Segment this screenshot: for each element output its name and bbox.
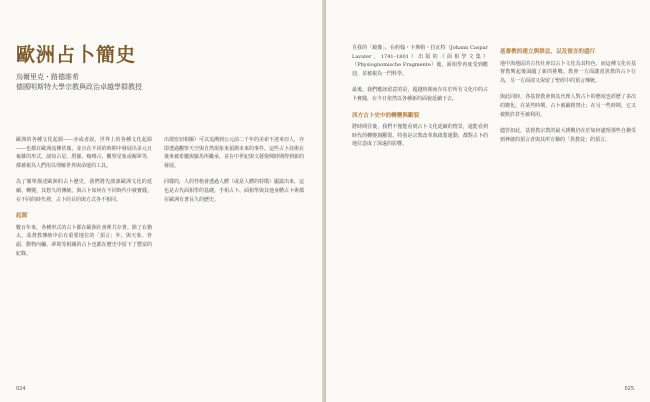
right-column-2 xyxy=(500,44,636,386)
paragraph: 出現密切相關）可以追溯到公元前二千年的美索不達米亞人，亦即透過觀察天空與自然現象來預測未來的事件。這些占卜技術在後來被希臘與羅馬所繼承，並在中世紀與文藝復興時期得到新的發展。 xyxy=(164,137,304,169)
page-number: 024 xyxy=(16,386,26,392)
author-block xyxy=(16,72,142,92)
author-affiliation: 德國明斯特大學宗教與政治卓越學群教授 xyxy=(16,83,142,91)
paragraph: 歐洲的各種文化起源——亦或者說，世界上的各種文化起源——也都在歐洲流傳甚廣，並且在不同的時期中發展出多元且複雜的形式。諸如占星、塔羅、咖啡占、觀察星象或解夢等，都被視為人們用以理解世界與命運的工具。 xyxy=(16,137,152,169)
paragraph: 儘管如此，基督教宗教的最大挑戰仍在於如何處理那些自稱受到神啟的預言者與其所宣稱的「異教徒」的預言。 xyxy=(500,128,636,143)
section-heading: 西方古卜史中的轉變與斷裂 xyxy=(352,112,420,119)
page-number: 025 xyxy=(624,386,634,392)
paragraph: 與此同時，各基督教會與其代理人對占卜的態度也經歷了多次的變化。在某些時期，占卜被嚴格禁止；在另一些時期，它又被默許甚至被利用。 xyxy=(500,94,636,118)
paragraph: 地中海地區的古代社會以占卜文化為其特色，而這種文化在基督教興起後面臨了新的挑戰。教會一方面譴責異教的占卜行為，另一方面卻又保留了聖經中的預言傳統。 xyxy=(500,60,636,84)
paragraph: 同樣的，人的性格會透過人體（或是人體的特徵）顯露出來，這也是古代面相學的基礎。手相占卜、面相學與其他身體占卜術都在歐洲有著長久的歷史。 xyxy=(164,179,304,203)
paragraph: 最後，我們應該留意的是，超越時間而存在於所有文化中的占卜實踐，在今日依然以各種新的面貌延續下去。 xyxy=(352,87,488,102)
right-column-1 xyxy=(352,44,488,386)
paragraph: 將時間往後，我們不僅能看到占卜文化延續的情景，還能看到時代的轉變與斷裂。特別是宗教改革與啟蒙運動，都對占卜的地位造成了深遠的影響。 xyxy=(352,124,488,148)
paragraph: 為了簡單描述歐洲的占卜歷史，我們將先談談歐洲文化的延續、轉變，其悠久的傳統、與占卜如何在不同時代中被實踐。在不同的時代裡，占卜的目的與方式各不相同。 xyxy=(16,179,152,203)
paragraph: 自我的「鏡像」。在約翰・卡斯帕・拉瓦特（Johann Caspar Lavater，1741–1801）出版的《面相學文集》（Physiognomische Fragmente）後，面相學再度受到歡迎，並被視為一門科學。 xyxy=(352,45,488,77)
right-page xyxy=(326,0,650,402)
left-column-1 xyxy=(16,136,152,386)
left-column-2 xyxy=(164,136,304,386)
author-name: 烏爾里克・路德維希 xyxy=(16,73,79,81)
left-page xyxy=(0,0,324,402)
paragraph: 數百年來，各種形式的占卜都在歐洲社會裡共存著。除了在猶太、基督教傳統中佔有重要地位的「預言」外，與天象、骨頭、動物內臟、夢境等相關的占卜也都在歷史中留下了豐富的紀錄。 xyxy=(16,224,152,257)
article-title: 歐洲占卜簡史 xyxy=(16,44,137,66)
section-heading: 起源 xyxy=(16,213,28,220)
section-heading: 基督教的建立與禁忌，以及預言的盛行 xyxy=(500,49,596,55)
